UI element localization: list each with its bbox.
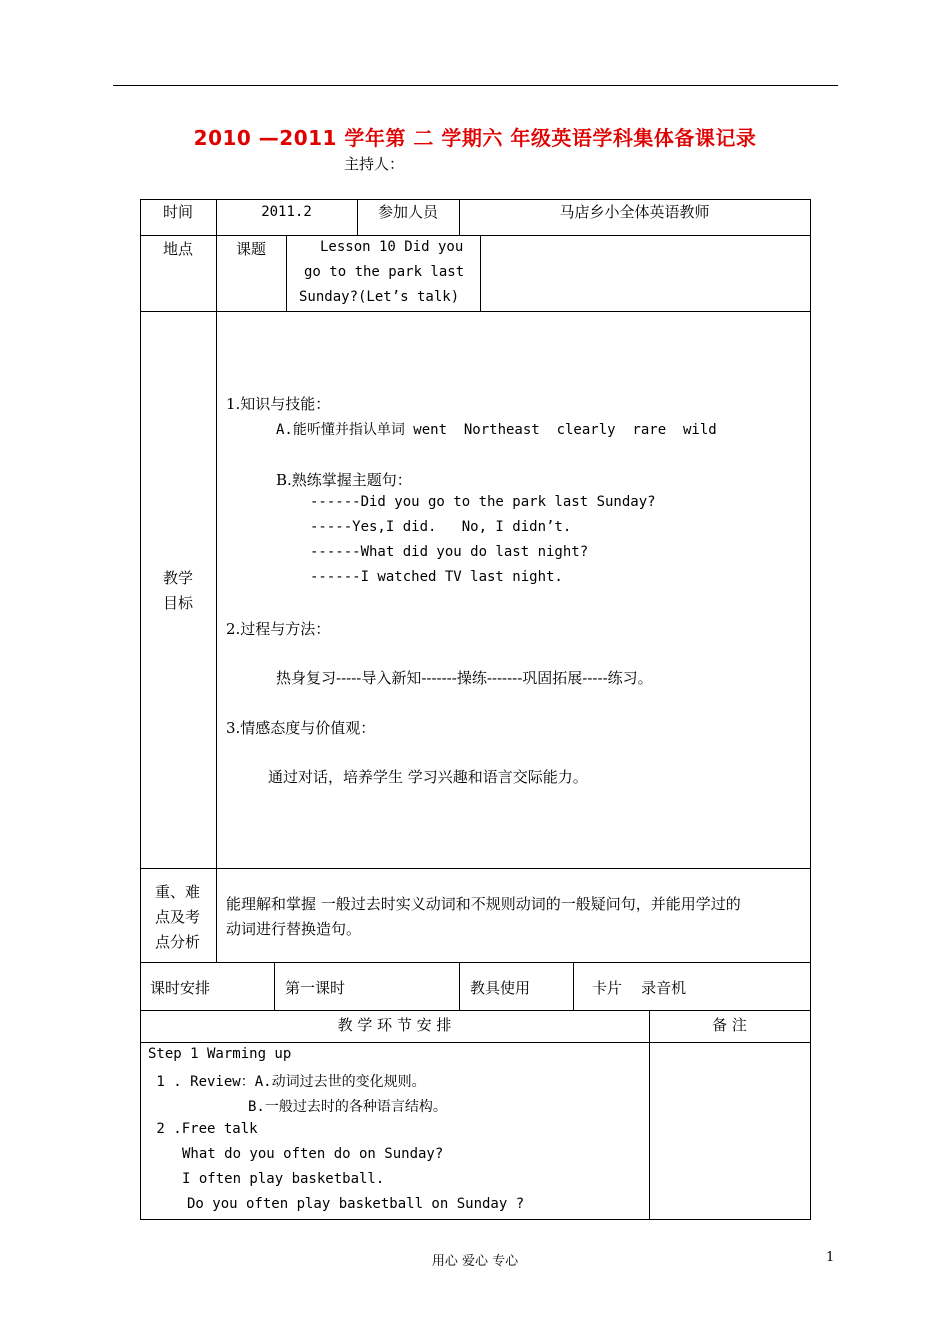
header-rule	[113, 85, 838, 86]
objectives-s2-heading: 2.过程与方法：	[226, 620, 331, 638]
tools-label: 教具使用	[470, 979, 531, 997]
schedule-value: 第一课时	[285, 979, 346, 997]
tools-value: 卡片 录音机	[592, 979, 687, 997]
schedule-label: 课时安排	[150, 979, 211, 997]
place-label: 地点	[162, 240, 193, 258]
objectives-label-1: 教学	[163, 569, 194, 587]
objectives-s3-text: 通过对话，培养学生 学习兴趣和语言交际能力。	[268, 768, 588, 786]
objectives-s2-text: 热身复习-----导入新知-------操练-------巩固拓展-----练习。	[276, 669, 653, 687]
topic-line-3: Sunday?(Let’s talk)	[299, 289, 460, 305]
keypoints-text-2: 动词进行替换造句。	[226, 920, 362, 938]
page-footer: 用心 爱心 专心	[431, 1254, 519, 1269]
objectives-label-2: 目标	[163, 594, 194, 612]
procedure-line-review: 1 . Review：A.动词过去世的变化规则。	[148, 1074, 426, 1090]
procedure-line-freetalk: 2 .Free talk	[148, 1121, 258, 1137]
objectives-sentence-4: ------I watched TV last night.	[310, 569, 563, 585]
notes-header: 备 注	[712, 1016, 747, 1034]
topic-line-1: Lesson 10 Did you	[320, 239, 464, 255]
procedure-line-step1: Step 1 Warming up	[148, 1046, 292, 1062]
objectives-s3-heading: 3.情感态度与价值观：	[226, 719, 376, 737]
document-title: 2010 —2011 学年第 二 学期六 年级英语学科集体备课记录	[193, 126, 757, 150]
objectives-sentence-3: ------What did you do last night?	[310, 544, 589, 560]
page-number: 1	[826, 1250, 835, 1265]
participants-label: 参加人员	[377, 203, 438, 221]
keypoints-label-3: 点分析	[155, 933, 201, 951]
objectives-sentence-1: ------Did you go to the park last Sunday?	[310, 494, 656, 510]
procedure-line-review-b: B.一般过去时的各种语言结构。	[248, 1099, 447, 1115]
objectives-sentence-2: -----Yes,I did. No, I didn’t.	[310, 519, 572, 535]
host-label: 主持人：	[344, 155, 405, 173]
topic-line-2: go to the park last	[304, 264, 465, 280]
procedure-line-q1: What do you often do on Sunday?	[182, 1146, 444, 1162]
time-label: 时间	[162, 203, 193, 221]
objectives-s1-b: B.熟练掌握主题句：	[276, 471, 412, 489]
objectives-s1-a: A.能听懂并指认单词 went Northeast clearly rare wild	[276, 422, 717, 438]
keypoints-text-1: 能理解和掌握 一般过去时实义动词和不规则动词的一般疑问句，并能用学过的	[226, 895, 741, 913]
objectives-s1-heading: 1.知识与技能：	[226, 395, 331, 413]
participants-value: 马店乡小全体英语教师	[559, 203, 710, 221]
keypoints-label-1: 重、难	[155, 883, 201, 901]
procedure-line-a1: I often play basketball.	[182, 1171, 385, 1187]
time-value: 2011.2	[261, 204, 312, 220]
procedure-header: 教 学 环 节 安 排	[337, 1016, 452, 1034]
topic-label: 课题	[235, 240, 266, 258]
keypoints-label-2: 点及考	[155, 908, 201, 926]
procedure-line-q2: Do you often play basketball on Sunday ?	[187, 1196, 525, 1212]
